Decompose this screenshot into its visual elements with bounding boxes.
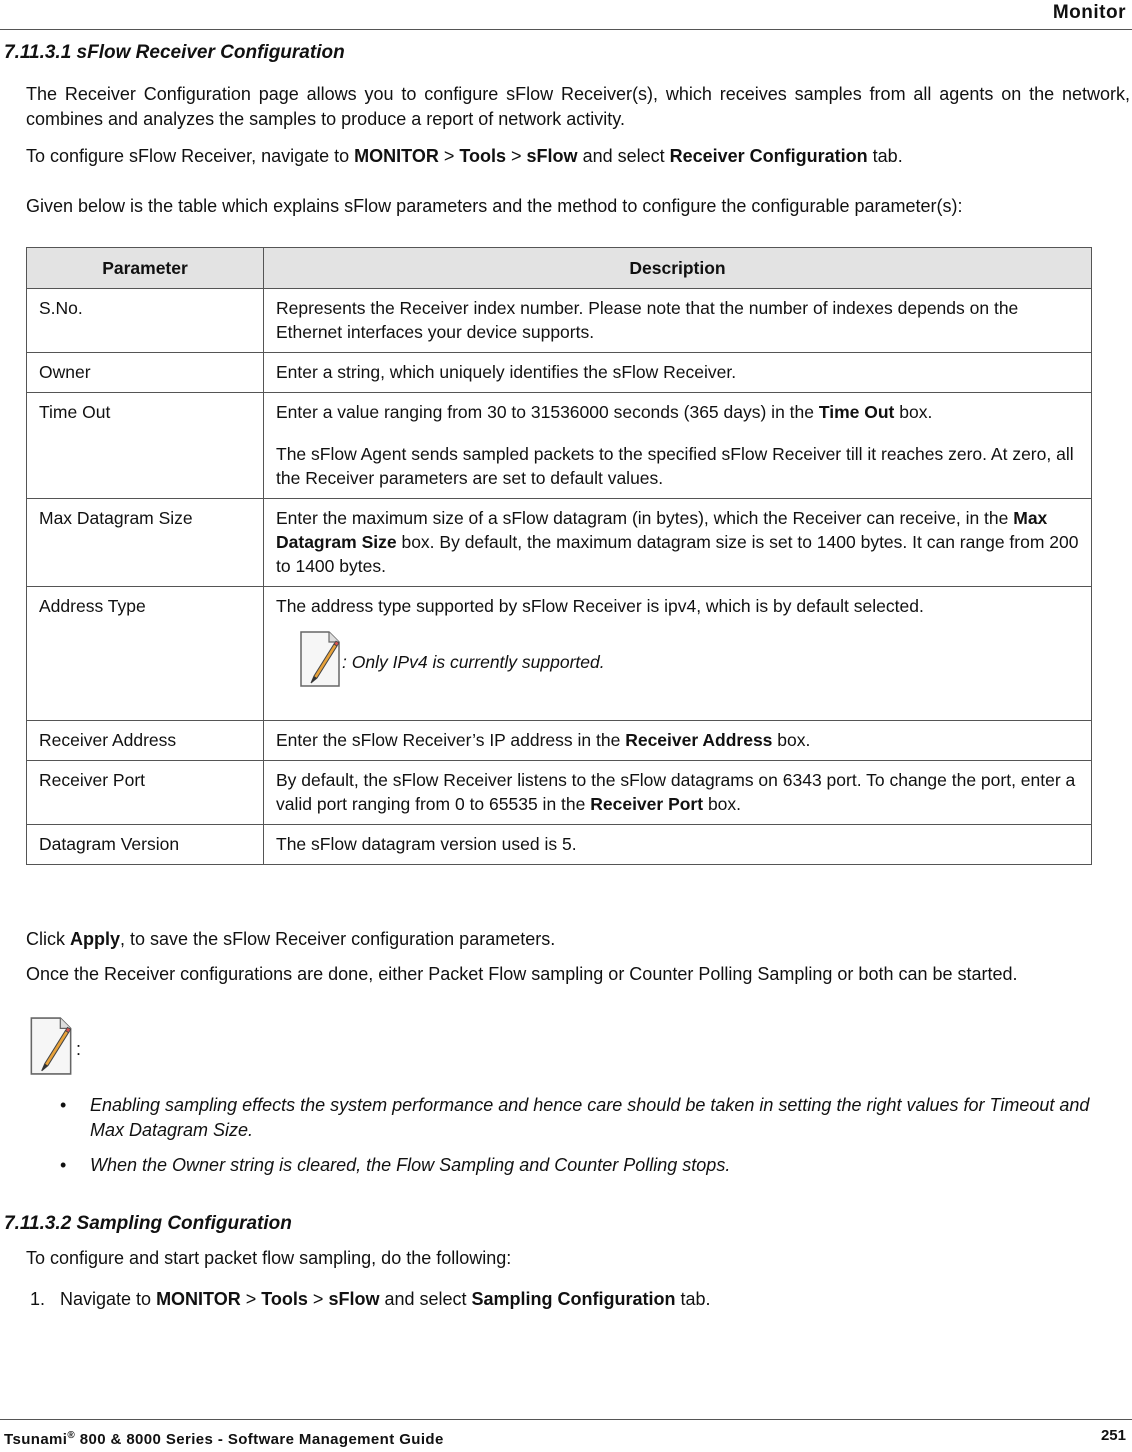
param-cell: Max Datagram Size (27, 499, 264, 587)
param-cell: Owner (27, 353, 264, 393)
desc-cell: The sFlow datagram version used is 5. (264, 825, 1092, 865)
receiver-intro: The Receiver Configuration page allows you to configure sFlow Receiver(s), which receives samples from all agents on the network, combines and analyzes the samples to produce a report of network activity. (26, 84, 1130, 129)
table-row (27, 289, 1092, 353)
table-row (27, 499, 1092, 587)
table-row (27, 353, 1092, 393)
section-heading-receiver: 7.11.3.1 sFlow Receiver Configuration (4, 42, 345, 63)
table-intro: Given below is the table which explains sFlow parameters and the method to configure the configurable parameter(s): (26, 196, 963, 216)
param-cell: Time Out (27, 393, 264, 499)
desc-cell: The address type supported by sFlow Receiver is ipv4, which is by default selected. : Only IPv4 is currently supported. (264, 587, 1092, 721)
table-row (27, 761, 1092, 825)
param-cell: Receiver Port (27, 761, 264, 825)
column-header-parameter: Parameter (27, 248, 264, 289)
column-header-description: Description (264, 248, 1092, 289)
header-rule (0, 29, 1132, 30)
apply-instruction: Click Apply, to save the sFlow Receiver configuration parameters. (26, 929, 556, 949)
receiver-nav-instruction: To configure sFlow Receiver, navigate to MONITOR > Tools > sFlow and select Receiver Configuration tab. (26, 146, 903, 166)
table-row (27, 825, 1092, 865)
desc-cell: Enter a value ranging from 30 to 31536000 seconds (365 days) in the Time Out box. The sFlow Agent sends sampled packets to the specified sFlow Receiver till it reaches zero. At zero, all the Receiver parameters are set to default values. (264, 393, 1092, 499)
section-heading-sampling: 7.11.3.2 Sampling Configuration (4, 1213, 292, 1234)
note-text: : Only IPv4 is currently supported. (342, 652, 605, 672)
desc-cell: Enter the sFlow Receiver’s IP address in the Receiver Address box. (264, 721, 1092, 761)
desc-cell: By default, the sFlow Receiver listens to the sFlow datagrams on 6343 port. To change the port, enter a valid port ranging from 0 to 65535 in the Receiver Port box. (264, 761, 1092, 825)
list-item: • When the Owner string is cleared, the Flow Sampling and Counter Polling stops. (60, 1153, 1120, 1178)
param-cell: S.No. (27, 289, 264, 353)
note-bullet-list (60, 1093, 1120, 1188)
parameter-table (26, 247, 1092, 865)
table-row (27, 587, 1092, 721)
step-number: 1. (30, 1289, 46, 1309)
table-row (27, 721, 1092, 761)
param-cell: Address Type (27, 587, 264, 721)
param-cell: Receiver Address (27, 721, 264, 761)
desc-cell: Enter the maximum size of a sFlow datagram (in bytes), which the Receiver can receive, in the Max Datagram Size box. By default, the maximum datagram size is set to 1400 bytes. It can range from 200 to 1400 bytes. (264, 499, 1092, 587)
list-item: • Enabling sampling effects the system performance and hence care should be taken in setting the right values for Timeout and Max Datagram Size. (60, 1093, 1120, 1143)
footer-page-number: 251 (1100, 1427, 1126, 1444)
footer-product-title: Tsunami® 800 & 8000 Series - Software Management Guide (4, 1430, 444, 1448)
desc-cell: Enter a string, which uniquely identifies the sFlow Receiver. (264, 353, 1092, 393)
note-pencil-icon (26, 1016, 76, 1083)
once-configured-text: Once the Receiver configurations are done, either Packet Flow sampling or Counter Polling Sampling or both can be started. (26, 964, 1018, 984)
table-row (27, 393, 1092, 499)
page-header-title: Monitor (1052, 2, 1126, 23)
note-pencil-icon (298, 630, 342, 694)
param-cell: Datagram Version (27, 825, 264, 865)
footer-rule (0, 1419, 1132, 1420)
table-header-row (27, 248, 1092, 289)
note-colon: : (76, 1039, 82, 1059)
note-block (26, 1016, 81, 1083)
desc-cell: Represents the Receiver index number. Please note that the number of indexes depends on the Ethernet interfaces your device supports. (264, 289, 1092, 353)
sampling-intro: To configure and start packet flow sampling, do the following: (26, 1248, 512, 1268)
step-1: 1. Navigate to MONITOR > Tools > sFlow and select Sampling Configuration tab. (30, 1287, 711, 1312)
